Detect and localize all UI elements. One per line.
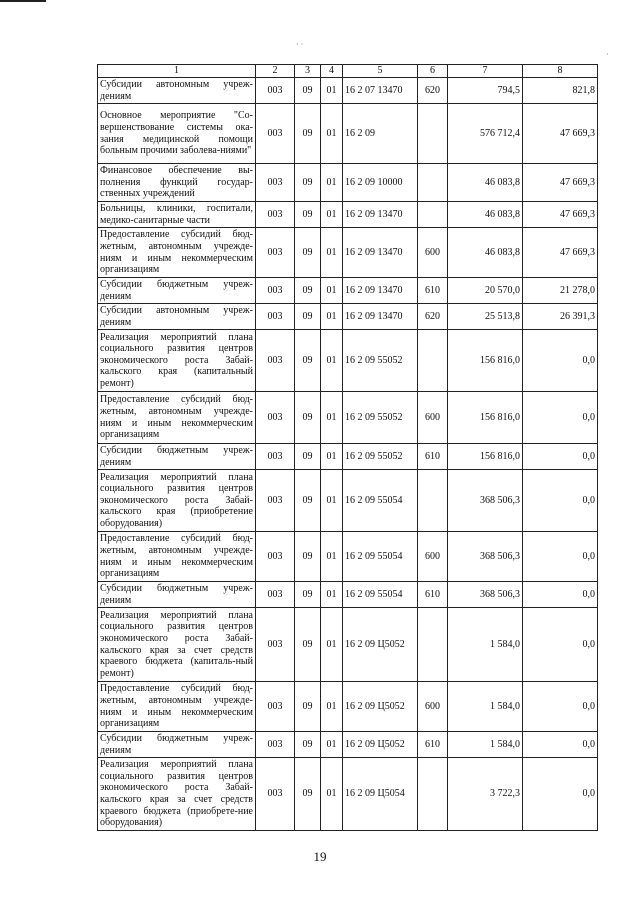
row-amount-1-cell: 368 506,3 bbox=[448, 532, 523, 582]
row-amount-2-cell: 47 669,3 bbox=[523, 228, 598, 278]
row-amount-1-cell: 794,5 bbox=[448, 78, 523, 104]
row-section-cell: 09 bbox=[295, 758, 321, 831]
row-name-cell: Субсидии автономным учреж-дениям bbox=[98, 304, 256, 330]
row-target-article-cell: 16 2 09 10000 bbox=[343, 164, 418, 202]
row-amount-2-cell: 0,0 bbox=[523, 532, 598, 582]
row-amount-1-cell: 3 722,3 bbox=[448, 758, 523, 831]
row-expense-type-cell bbox=[418, 608, 448, 682]
row-target-article-cell: 16 2 09 bbox=[343, 104, 418, 164]
row-code-cell: 003 bbox=[256, 330, 295, 392]
row-target-article-cell: 16 2 09 55052 bbox=[343, 444, 418, 470]
header-cell: 2 bbox=[256, 65, 295, 78]
row-subsection-cell: 01 bbox=[321, 304, 343, 330]
row-expense-type-cell bbox=[418, 470, 448, 532]
row-code-cell: 003 bbox=[256, 532, 295, 582]
row-amount-1-cell: 576 712,4 bbox=[448, 104, 523, 164]
scan-speck: · bbox=[606, 50, 609, 59]
row-code-cell: 003 bbox=[256, 732, 295, 758]
table-body bbox=[98, 78, 598, 831]
row-amount-2-cell: 0,0 bbox=[523, 608, 598, 682]
row-name-cell: Финансовое обеспечение вы-полнения функций государ-ственных учреждений bbox=[98, 164, 256, 202]
table-row bbox=[98, 392, 598, 444]
row-target-article-cell: 16 2 09 Ц5052 bbox=[343, 682, 418, 732]
scan-edge-mark bbox=[0, 0, 46, 2]
table-row bbox=[98, 582, 598, 608]
row-section-cell: 09 bbox=[295, 164, 321, 202]
row-target-article-cell: 16 2 07 13470 bbox=[343, 78, 418, 104]
table-row bbox=[98, 304, 598, 330]
row-subsection-cell: 01 bbox=[321, 78, 343, 104]
row-target-article-cell: 16 2 09 13470 bbox=[343, 278, 418, 304]
row-amount-2-cell: 0,0 bbox=[523, 470, 598, 532]
row-target-article-cell: 16 2 09 Ц5052 bbox=[343, 732, 418, 758]
row-amount-2-cell: 0,0 bbox=[523, 444, 598, 470]
row-expense-type-cell bbox=[418, 758, 448, 831]
header-cell: 5 bbox=[343, 65, 418, 78]
row-code-cell: 003 bbox=[256, 304, 295, 330]
scan-speck: · · bbox=[296, 40, 304, 49]
table-row bbox=[98, 532, 598, 582]
row-section-cell: 09 bbox=[295, 330, 321, 392]
row-amount-2-cell: 0,0 bbox=[523, 732, 598, 758]
row-amount-1-cell: 156 816,0 bbox=[448, 392, 523, 444]
row-target-article-cell: 16 2 09 13470 bbox=[343, 304, 418, 330]
table-row bbox=[98, 608, 598, 682]
header-cell: 1 bbox=[98, 65, 256, 78]
row-subsection-cell: 01 bbox=[321, 202, 343, 228]
row-amount-2-cell: 0,0 bbox=[523, 392, 598, 444]
table-row bbox=[98, 444, 598, 470]
row-code-cell: 003 bbox=[256, 228, 295, 278]
table-row bbox=[98, 732, 598, 758]
row-amount-1-cell: 1 584,0 bbox=[448, 682, 523, 732]
row-name-cell: Предоставление субсидий бюд-жетным, автономным учрежде-ниям и иным некоммерческим организациям bbox=[98, 392, 256, 444]
table-row bbox=[98, 228, 598, 278]
row-expense-type-cell: 610 bbox=[418, 444, 448, 470]
row-section-cell: 09 bbox=[295, 304, 321, 330]
header-row bbox=[98, 65, 598, 78]
header-cell: 3 bbox=[295, 65, 321, 78]
page-number: 19 bbox=[313, 849, 327, 864]
row-expense-type-cell: 620 bbox=[418, 78, 448, 104]
row-amount-1-cell: 46 083,8 bbox=[448, 202, 523, 228]
row-amount-2-cell: 0,0 bbox=[523, 682, 598, 732]
row-amount-1-cell: 25 513,8 bbox=[448, 304, 523, 330]
row-section-cell: 09 bbox=[295, 682, 321, 732]
row-subsection-cell: 01 bbox=[321, 532, 343, 582]
row-subsection-cell: 01 bbox=[321, 682, 343, 732]
row-target-article-cell: 16 2 09 55054 bbox=[343, 470, 418, 532]
row-amount-2-cell: 26 391,3 bbox=[523, 304, 598, 330]
row-expense-type-cell bbox=[418, 104, 448, 164]
row-name-cell: Субсидии бюджетным учреж-дениям bbox=[98, 278, 256, 304]
row-section-cell: 09 bbox=[295, 104, 321, 164]
row-code-cell: 003 bbox=[256, 470, 295, 532]
row-subsection-cell: 01 bbox=[321, 164, 343, 202]
row-expense-type-cell: 610 bbox=[418, 278, 448, 304]
row-code-cell: 003 bbox=[256, 682, 295, 732]
row-name-cell: Субсидии бюджетным учреж-дениям bbox=[98, 444, 256, 470]
row-expense-type-cell: 600 bbox=[418, 532, 448, 582]
row-name-cell: Предоставление субсидий бюд-жетным, автономным учрежде-ниям и иным некоммерческим организациям bbox=[98, 228, 256, 278]
row-expense-type-cell: 610 bbox=[418, 582, 448, 608]
row-subsection-cell: 01 bbox=[321, 732, 343, 758]
row-name-cell: Предоставление субсидий бюд-жетным, автономным учрежде-ниям и иным некоммерческим организациям bbox=[98, 682, 256, 732]
header-cell: 6 bbox=[418, 65, 448, 78]
row-section-cell: 09 bbox=[295, 202, 321, 228]
row-subsection-cell: 01 bbox=[321, 228, 343, 278]
table-row bbox=[98, 104, 598, 164]
row-expense-type-cell bbox=[418, 164, 448, 202]
row-amount-2-cell: 21 278,0 bbox=[523, 278, 598, 304]
header-cell: 7 bbox=[448, 65, 523, 78]
row-target-article-cell: 16 2 09 Ц5052 bbox=[343, 608, 418, 682]
row-name-cell: Больницы, клиники, госпитали, медико-санитарные части bbox=[98, 202, 256, 228]
row-amount-1-cell: 46 083,8 bbox=[448, 228, 523, 278]
row-section-cell: 09 bbox=[295, 78, 321, 104]
table-row bbox=[98, 278, 598, 304]
row-subsection-cell: 01 bbox=[321, 104, 343, 164]
row-code-cell: 003 bbox=[256, 78, 295, 104]
table-row bbox=[98, 78, 598, 104]
row-expense-type-cell: 610 bbox=[418, 732, 448, 758]
table-row bbox=[98, 202, 598, 228]
row-code-cell: 003 bbox=[256, 278, 295, 304]
row-section-cell: 09 bbox=[295, 582, 321, 608]
row-amount-2-cell: 0,0 bbox=[523, 582, 598, 608]
row-amount-1-cell: 46 083,8 bbox=[448, 164, 523, 202]
table-row bbox=[98, 330, 598, 392]
row-subsection-cell: 01 bbox=[321, 470, 343, 532]
row-amount-1-cell: 20 570,0 bbox=[448, 278, 523, 304]
row-target-article-cell: 16 2 09 13470 bbox=[343, 202, 418, 228]
row-expense-type-cell: 600 bbox=[418, 228, 448, 278]
row-name-cell: Основное мероприятие "Со-вершенствование системы ока-зания медицинской помощи больным прочими заболева-ниями" bbox=[98, 104, 256, 164]
table-row bbox=[98, 758, 598, 831]
row-amount-1-cell: 368 506,3 bbox=[448, 470, 523, 532]
row-code-cell: 003 bbox=[256, 392, 295, 444]
row-name-cell: Субсидии бюджетным учреж-дениям bbox=[98, 582, 256, 608]
row-subsection-cell: 01 bbox=[321, 758, 343, 831]
row-target-article-cell: 16 2 09 13470 bbox=[343, 228, 418, 278]
row-amount-2-cell: 0,0 bbox=[523, 330, 598, 392]
row-subsection-cell: 01 bbox=[321, 608, 343, 682]
row-name-cell: Предоставление субсидий бюд-жетным, автономным учрежде-ниям и иным некоммерческим организациям bbox=[98, 532, 256, 582]
row-expense-type-cell: 600 bbox=[418, 392, 448, 444]
row-section-cell: 09 bbox=[295, 732, 321, 758]
header-cell: 8 bbox=[523, 65, 598, 78]
table-row bbox=[98, 682, 598, 732]
row-code-cell: 003 bbox=[256, 104, 295, 164]
row-target-article-cell: 16 2 09 55052 bbox=[343, 392, 418, 444]
row-section-cell: 09 bbox=[295, 608, 321, 682]
row-expense-type-cell bbox=[418, 202, 448, 228]
row-code-cell: 003 bbox=[256, 164, 295, 202]
header-cell: 4 bbox=[321, 65, 343, 78]
row-section-cell: 09 bbox=[295, 228, 321, 278]
row-amount-1-cell: 368 506,3 bbox=[448, 582, 523, 608]
row-subsection-cell: 01 bbox=[321, 444, 343, 470]
row-section-cell: 09 bbox=[295, 444, 321, 470]
row-target-article-cell: 16 2 09 55054 bbox=[343, 532, 418, 582]
row-name-cell: Субсидии автономным учреж-дениям bbox=[98, 78, 256, 104]
row-code-cell: 003 bbox=[256, 444, 295, 470]
row-amount-2-cell: 47 669,3 bbox=[523, 104, 598, 164]
row-name-cell: Реализация мероприятий плана социального развития центров экономического роста Забай-кальского края за счет средств краевого бюджета (приобрете-ние оборудования) bbox=[98, 758, 256, 831]
budget-table bbox=[97, 64, 598, 831]
row-target-article-cell: 16 2 09 55054 bbox=[343, 582, 418, 608]
row-target-article-cell: 16 2 09 Ц5054 bbox=[343, 758, 418, 831]
row-amount-1-cell: 156 816,0 bbox=[448, 444, 523, 470]
row-target-article-cell: 16 2 09 55052 bbox=[343, 330, 418, 392]
row-expense-type-cell bbox=[418, 330, 448, 392]
row-amount-2-cell: 821,8 bbox=[523, 78, 598, 104]
row-code-cell: 003 bbox=[256, 608, 295, 682]
row-section-cell: 09 bbox=[295, 532, 321, 582]
row-expense-type-cell: 620 bbox=[418, 304, 448, 330]
row-amount-2-cell: 47 669,3 bbox=[523, 164, 598, 202]
row-amount-2-cell: 0,0 bbox=[523, 758, 598, 831]
row-name-cell: Реализация мероприятий плана социального развития центров экономического роста Забай-кальского края (приобретение оборудования) bbox=[98, 470, 256, 532]
row-amount-1-cell: 156 816,0 bbox=[448, 330, 523, 392]
row-code-cell: 003 bbox=[256, 202, 295, 228]
row-amount-1-cell: 1 584,0 bbox=[448, 732, 523, 758]
row-code-cell: 003 bbox=[256, 758, 295, 831]
row-subsection-cell: 01 bbox=[321, 330, 343, 392]
row-amount-2-cell: 47 669,3 bbox=[523, 202, 598, 228]
row-subsection-cell: 01 bbox=[321, 278, 343, 304]
row-expense-type-cell: 600 bbox=[418, 682, 448, 732]
table-row bbox=[98, 164, 598, 202]
row-amount-1-cell: 1 584,0 bbox=[448, 608, 523, 682]
row-subsection-cell: 01 bbox=[321, 392, 343, 444]
table-row bbox=[98, 470, 598, 532]
row-section-cell: 09 bbox=[295, 278, 321, 304]
row-section-cell: 09 bbox=[295, 392, 321, 444]
row-name-cell: Реализация мероприятий плана социального развития центров экономического роста Забай-кальского края за счет средств краевого бюджета (капиталь-ный ремонт) bbox=[98, 608, 256, 682]
row-subsection-cell: 01 bbox=[321, 582, 343, 608]
row-name-cell: Субсидии бюджетным учреж-дениям bbox=[98, 732, 256, 758]
row-section-cell: 09 bbox=[295, 470, 321, 532]
row-code-cell: 003 bbox=[256, 582, 295, 608]
row-name-cell: Реализация мероприятий плана социального развития центров экономического роста Забай-кальского края (капитальный ремонт) bbox=[98, 330, 256, 392]
